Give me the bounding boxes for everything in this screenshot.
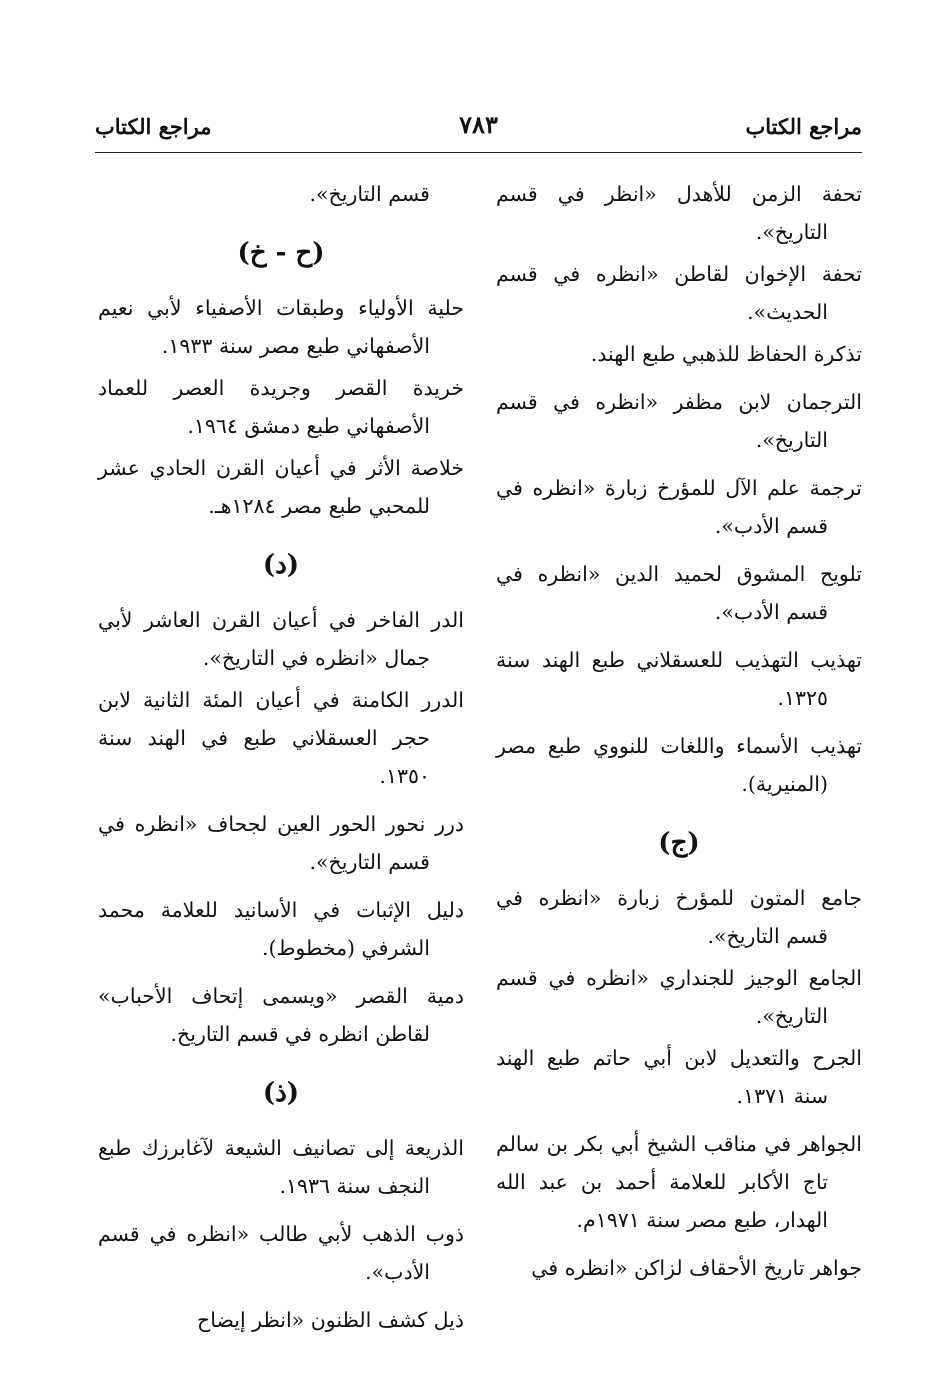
section-heading-ha-kha: (ح - خ) [237, 238, 325, 268]
running-title-right: مراجع الكتاب [745, 114, 862, 139]
reference-entry: الدر الفاخر في أعيان القرن العاشر لأبي جمال «انظره في التاريخ». [98, 608, 464, 670]
reference-entry: خريدة القصر وجريدة العصر للعماد الأصفهاني طبع دمشق ١٩٦٤. [98, 376, 464, 438]
reference-entry: خلاصة الأثر في أعيان القرن الحادي عشر للمحبي طبع مصر ١٢٨٤هـ. [98, 456, 464, 518]
reference-entry: الجرح والتعديل لابن أبي حاتم طبع الهند سنة ١٣٧١. [496, 1046, 862, 1108]
section-heading-jim: (ج) [658, 828, 700, 858]
header-rule [95, 152, 862, 153]
section-heading-dhal: (ذ) [262, 1078, 300, 1108]
continued-entry: قسم التاريخ». [309, 182, 430, 206]
right-column [496, 175, 862, 1297]
reference-entry: الترجمان لابن مظفر «انظره في قسم التاريخ». [496, 390, 862, 452]
reference-entry: تذكرة الحفاظ للذهبي طبع الهند. [590, 342, 862, 366]
reference-entry: الذريعة إلى تصانيف الشيعة لآغابرزك طبع النجف سنة ١٩٣٦. [98, 1136, 464, 1198]
reference-entry: ذيل كشف الظنون «انظر إيضاح [196, 1308, 464, 1332]
section-heading-dal: (د) [262, 550, 300, 580]
reference-entry: دليل الإثبات في الأسانيد للعلامة محمد الشرفي (مخطوط). [98, 898, 464, 960]
reference-entry: دمية القصر «ويسمى إتحاف الأحباب» لقاطن انظره في قسم التاريخ. [98, 984, 464, 1046]
running-title-left: مراجع الكتاب [95, 114, 212, 139]
reference-entry: الجامع الوجيز للجنداري «انظره في قسم التاريخ». [496, 966, 862, 1028]
reference-entry: تحفة الزمن للأهدل «انظر في قسم التاريخ». [496, 182, 862, 244]
reference-entry: ذوب الذهب لأبي طالب «انظره في قسم الأدب». [98, 1222, 464, 1284]
reference-entry: درر نحور الحور العين لجحاف «انظره في قسم التاريخ». [98, 812, 464, 874]
page-header [95, 108, 862, 152]
reference-entry: الدرر الكامنة في أعيان المئة الثانية لابن حجر العسقلاني طبع في الهند سنة ١٣٥٠. [98, 688, 464, 788]
reference-entry: الجواهر في مناقب الشيخ أبي بكر بن سالم تاج الأكابر للعلامة أحمد بن عبد الله الهدار، طبع مصر سنة ١٩٧١م. [496, 1132, 862, 1232]
reference-entry: حلية الأولياء وطبقات الأصفياء لأبي نعيم الأصفهاني طبع مصر سنة ١٩٣٣. [98, 296, 464, 358]
reference-entry: جامع المتون للمؤرخ زبارة «انظره في قسم التاريخ». [496, 886, 862, 948]
page-number: ٧٨٣ [459, 110, 498, 139]
reference-entry: جواهر تاريخ الأحقاف لزاكن «انظره في [531, 1256, 862, 1280]
reference-entry: تحفة الإخوان لقاطن «انظره في قسم الحديث». [496, 262, 862, 324]
left-column [98, 175, 464, 1349]
reference-entry: تهذيب الأسماء واللغات للنووي طبع مصر (المنيرية). [496, 734, 862, 796]
reference-entry: ترجمة علم الآل للمؤرخ زبارة «انظره في قسم الأدب». [496, 476, 862, 538]
reference-entry: تلويح المشوق لحميد الدين «انظره في قسم الأدب». [496, 562, 862, 624]
reference-entry: تهذيب التهذيب للعسقلاني طبع الهند سنة ١٣٢٥. [496, 648, 862, 710]
